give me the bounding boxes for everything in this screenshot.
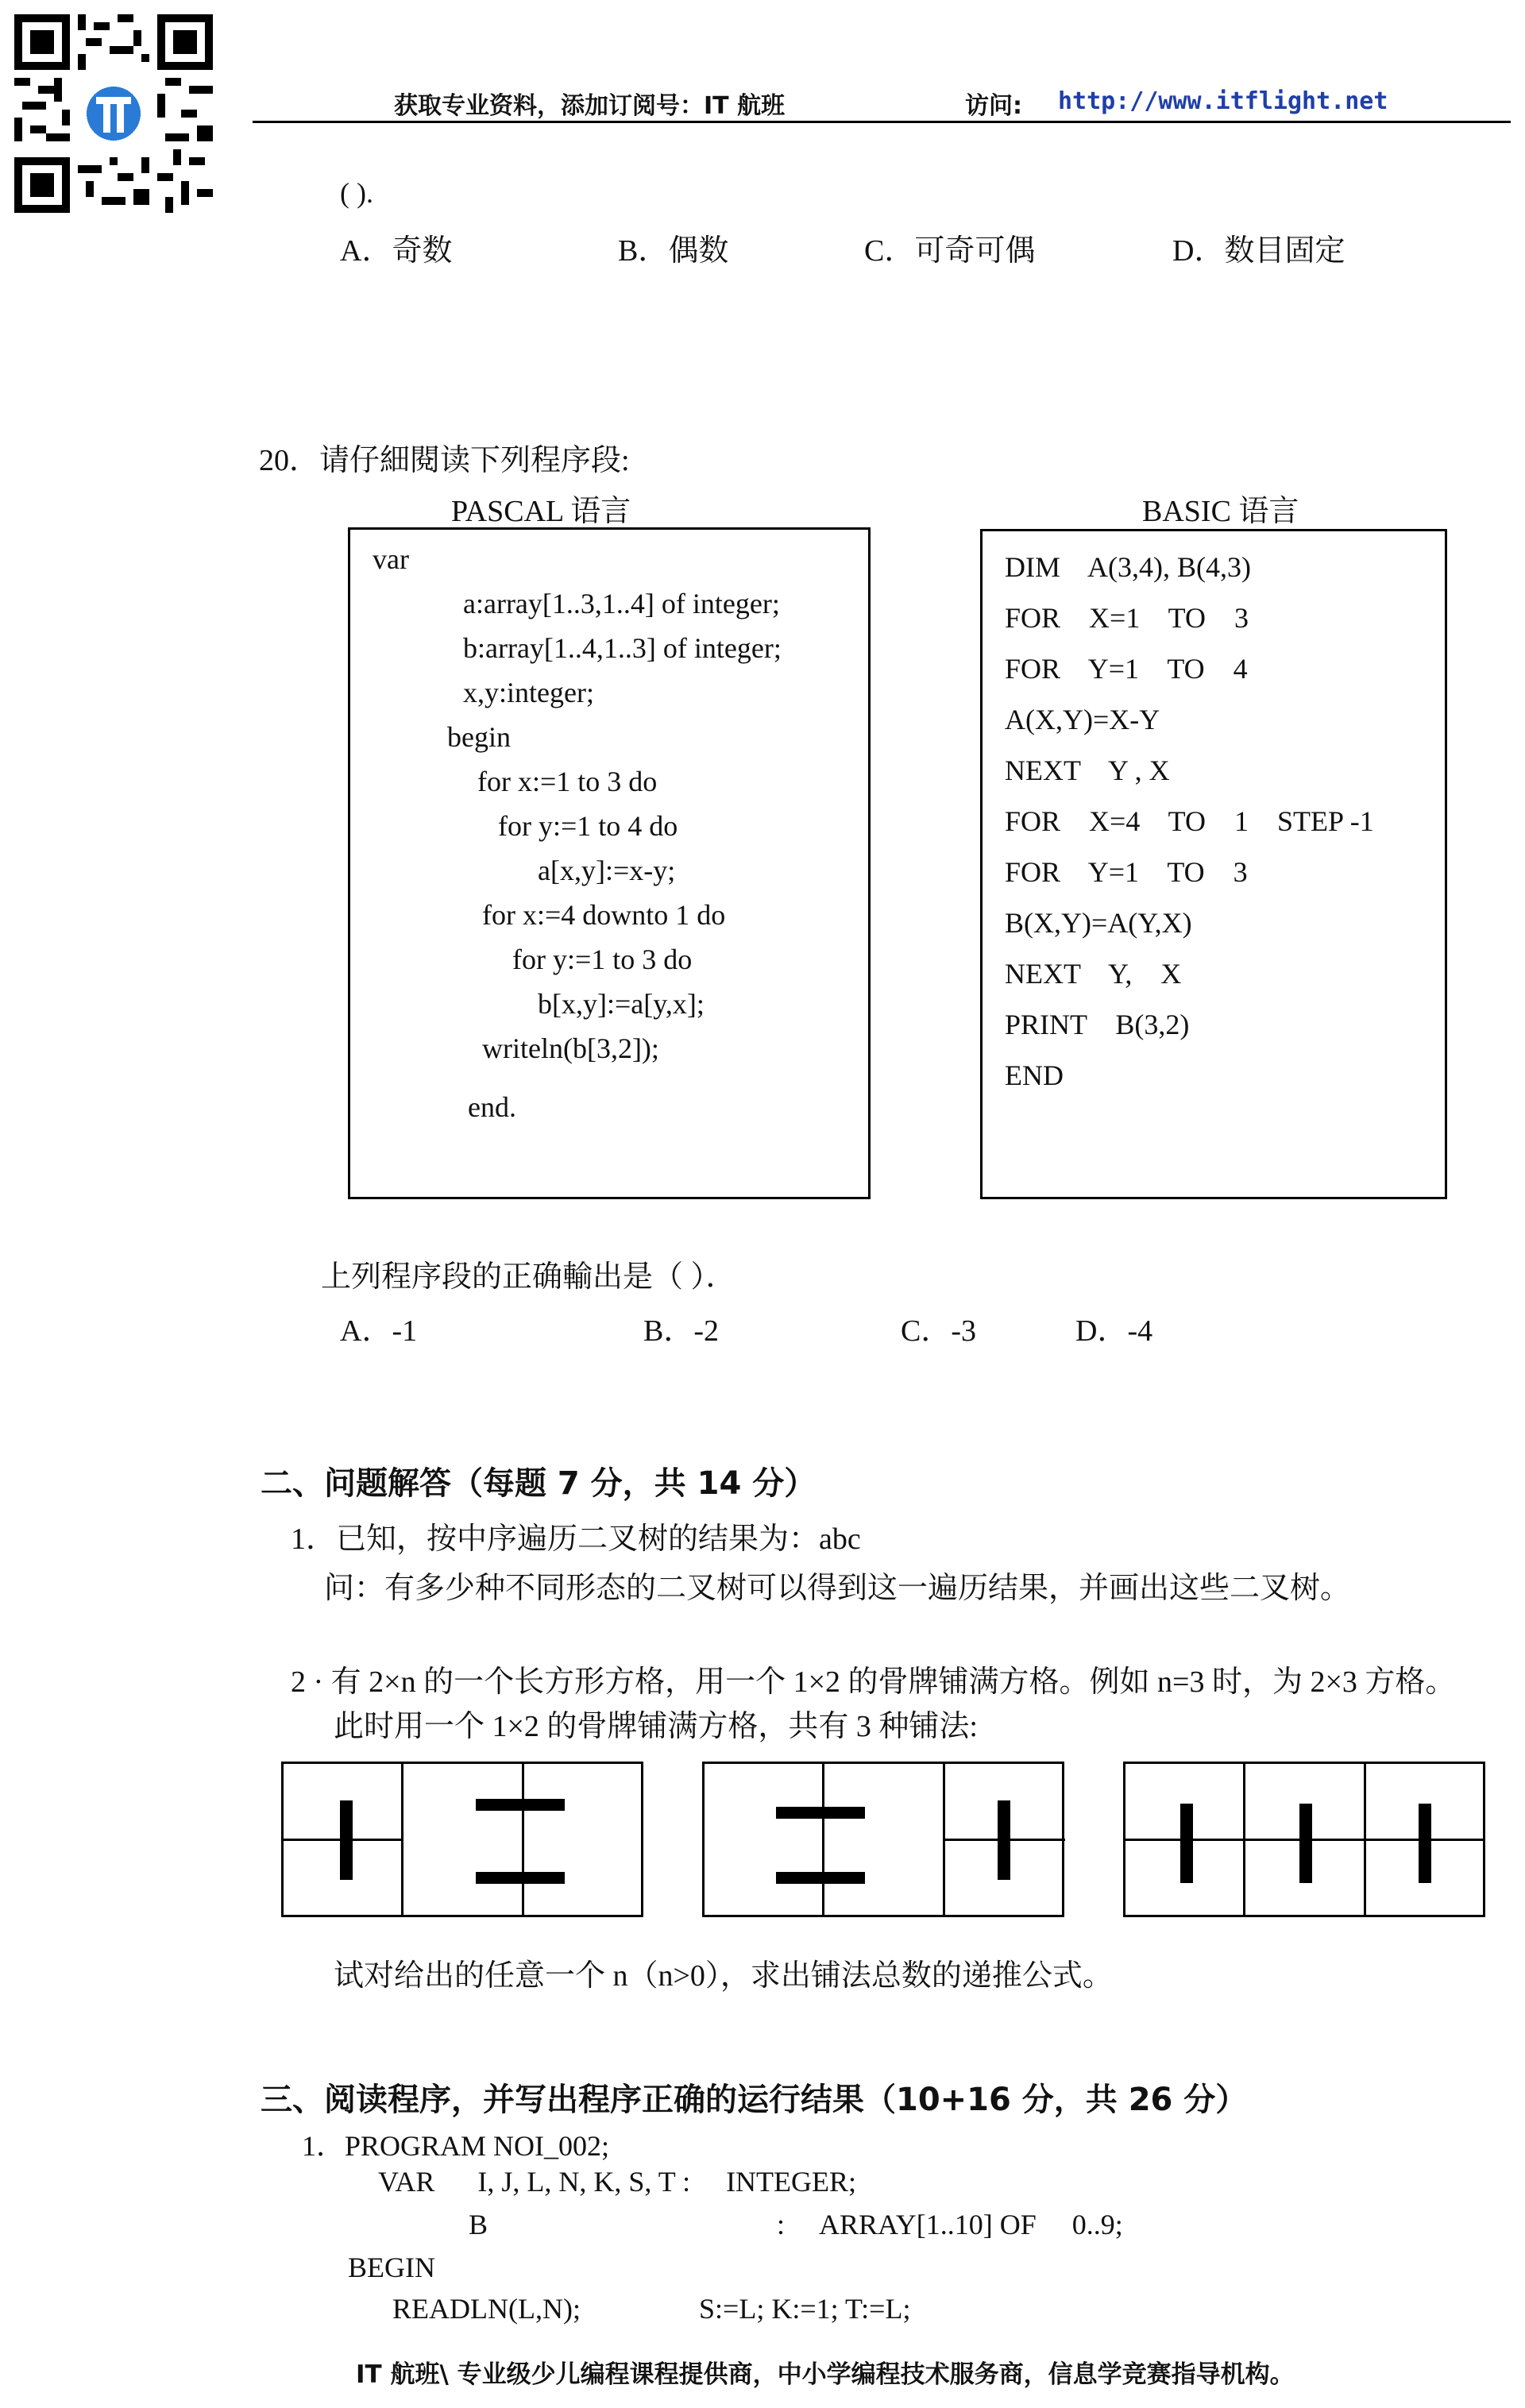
pascal-line: begin: [447, 721, 511, 753]
basic-label: BASIC 语言: [1142, 495, 1299, 528]
footer-text: IT 航班\ 专业级少儿编程课程提供商，中小学编程技术服务商，信息学竞赛指导机构。: [356, 2360, 1295, 2389]
basic-line: FOR X=4 TO 1 STEP -1: [1005, 805, 1374, 837]
header-slogan: 获取专业资料，添加订阅号：IT 航班: [394, 92, 786, 120]
q20-question: 上列程序段的正确輸出是（ ）．: [321, 1260, 736, 1294]
header-divider: [253, 121, 1511, 123]
pascal-line: b[x,y]:=a[y,x];: [538, 988, 705, 1020]
pascal-line: b:array[1..4,1..3] of integer;: [463, 632, 782, 664]
qr-code: [14, 14, 213, 213]
tiling-diagram-1: [281, 1762, 643, 1917]
tiling-diagram-3: [1123, 1762, 1485, 1917]
s3-code-line: : ARRAY[1..10] OF 0..9;: [777, 2209, 1123, 2240]
q20-option-c: C．-3: [901, 1314, 977, 1348]
pascal-line: writeln(b[3,2]);: [482, 1032, 659, 1064]
q20-option-a: A．-1: [340, 1314, 418, 1348]
basic-line: A(X,Y)=X-Y: [1005, 704, 1160, 735]
pascal-line: a[x,y]:=x-y;: [538, 855, 676, 886]
q19-paren: ( ).: [340, 177, 373, 209]
s3-code-line: BEGIN: [348, 2252, 435, 2283]
header-url[interactable]: http://www.itflight.net: [1058, 87, 1388, 115]
s2-q1-line2: 问：有多少种不同形态的二叉树可以得到这一遍历结果，并画出这些二叉树。: [324, 1572, 1351, 1605]
pascal-line: x,y:integer;: [463, 677, 594, 708]
s3-code-line: READLN(L,N);: [392, 2293, 581, 2325]
s2-q1-line1: 1．已知，按中序遍历二叉树的结果为：abc: [291, 1522, 861, 1556]
q20-option-b: B．-2: [643, 1314, 720, 1348]
basic-line: NEXT Y, X: [1005, 958, 1182, 990]
s3-code-line: VAR I, J, L, N, K, S, T : INTEGER;: [378, 2166, 857, 2198]
pascal-line: for y:=1 to 3 do: [512, 944, 693, 975]
section3-heading: 三、阅读程序，并写出程序正确的运行结果（10+16 分，共 26 分）: [261, 2082, 1248, 2118]
pascal-line: end.: [468, 1091, 516, 1123]
header-visit-label: 访问:: [965, 92, 1022, 120]
basic-line: FOR Y=1 TO 3: [1005, 856, 1248, 888]
basic-line: END: [1005, 1059, 1064, 1091]
q19-option-b: B．偶数: [618, 234, 729, 268]
pascal-line: for y:=1 to 4 do: [498, 810, 678, 842]
basic-line: DIM A(3,4), B(4,3): [1005, 551, 1251, 583]
section2-heading: 二、问题解答（每题 7 分，共 14 分）: [261, 1465, 817, 1502]
basic-line: B(X,Y)=A(Y,X): [1005, 907, 1192, 939]
basic-line: FOR Y=1 TO 4: [1005, 653, 1248, 685]
s3-code-line: 1．PROGRAM NOI_002;: [302, 2130, 610, 2162]
q19-option-a: A．奇数: [340, 234, 453, 268]
pascal-line: a:array[1..3,1..4] of integer;: [463, 588, 780, 619]
pascal-line: var: [373, 543, 409, 575]
pascal-line: for x:=4 downto 1 do: [482, 899, 726, 931]
s2-q2-line1: 2 · 有 2×n 的一个长方形方格，用一个 1×2 的骨牌铺满方格。例如 n=3 时，为 2×3 方格。: [291, 1665, 1456, 1699]
basic-line: PRINT B(3,2): [1005, 1009, 1190, 1040]
s3-code-line: B: [469, 2209, 488, 2240]
s3-code-line: S:=L; K:=1; T:=L;: [699, 2293, 911, 2325]
pascal-line: for x:=1 to 3 do: [477, 766, 658, 797]
basic-code-box: [980, 529, 1447, 1199]
s2-q2-line3: 试对给出的任意一个 n（n>0），求出铺法总数的递推公式。: [334, 1959, 1113, 1993]
basic-line: FOR X=1 TO 3: [1005, 602, 1249, 634]
pascal-code-box: [348, 527, 871, 1199]
q20-title: 20．请仔細閱读下列程序段:: [259, 444, 630, 477]
q20-option-d: D．-4: [1075, 1314, 1153, 1348]
tiling-diagram-2: [702, 1762, 1064, 1917]
pascal-label: PASCAL 语言: [451, 495, 631, 528]
s2-q2-line2: 此时用一个 1×2 的骨牌铺满方格，共有 3 种铺法:: [334, 1710, 978, 1743]
q19-option-c: C．可奇可偶: [864, 234, 1036, 268]
basic-line: NEXT Y , X: [1005, 754, 1170, 786]
q19-option-d: D．数目固定: [1172, 234, 1345, 268]
